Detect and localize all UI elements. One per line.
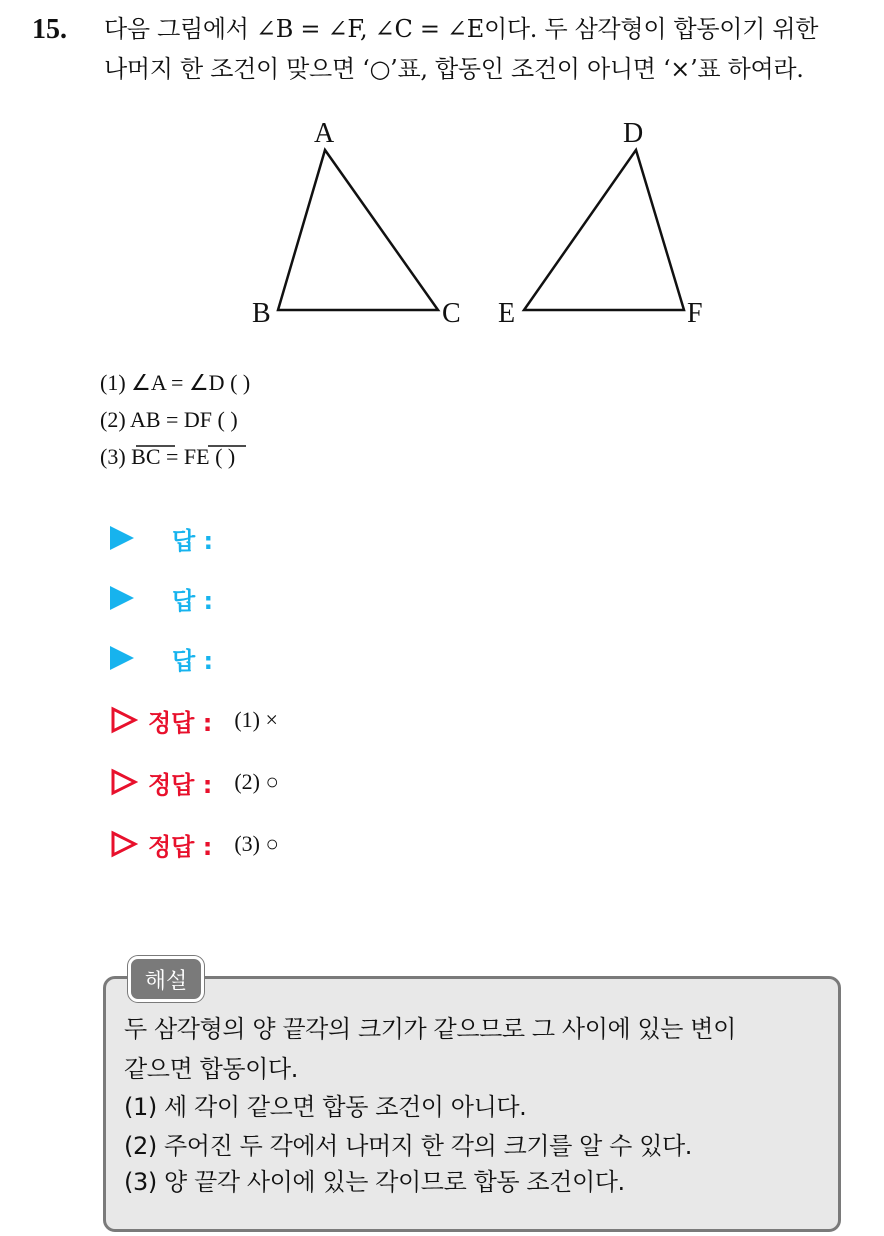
explanation-line-4: (2) 주어진 두 각에서 나머지 한 각의 크기를 알 수 있다. (124, 1132, 692, 1160)
solution-value: (1) × (234, 707, 278, 732)
solution-row-1 (110, 700, 278, 740)
outline-triangle-icon (110, 706, 138, 734)
explanation-tag: 해설 (128, 956, 204, 1002)
solution-value: (3) ○ (234, 831, 279, 856)
solution-label: 정답 : (148, 832, 213, 861)
condition-2: (2) AB = DF ( ) (100, 407, 238, 432)
question-number: 15. (32, 14, 67, 45)
answer-row-1[interactable] (110, 518, 213, 558)
condition-3: (3) BC = FE ( ) (100, 444, 236, 469)
condition-1: (1) ∠A = ∠D ( ) (100, 370, 251, 395)
answer-label: 답 : (172, 526, 214, 555)
play-arrow-icon (110, 586, 134, 610)
solution-value: (2) ○ (234, 769, 279, 794)
outline-triangle-icon (110, 830, 138, 858)
question-text-line-1: 다음 그림에서 ∠B = ∠F, ∠C = ∠E이다. 두 삼각형이 합동이기 위한 (104, 15, 819, 43)
answer-label: 답 : (172, 646, 214, 675)
vertex-label-c: C (442, 298, 461, 329)
play-arrow-icon (110, 526, 134, 550)
vertex-label-f: F (687, 298, 703, 329)
vertex-label-b: B (252, 298, 271, 329)
explanation-line-2: 같으면 합동이다. (124, 1055, 298, 1083)
question-text-line-2: 나머지 한 조건이 맞으면 ‘○’표, 합동인 조건이 아니면 ‘×’표 하여라. (104, 55, 804, 83)
vertex-label-d: D (623, 118, 644, 149)
solution-label: 정답 : (148, 770, 213, 799)
explanation-line-1: 두 삼각형의 양 끝각의 크기가 같으므로 그 사이에 있는 변이 (124, 1015, 736, 1043)
vertex-label-a: A (314, 118, 335, 149)
answer-row-2[interactable] (110, 578, 213, 618)
solution-label: 정답 : (148, 708, 213, 737)
explanation-line-5: (3) 양 끝각 사이에 있는 각이므로 합동 조건이다. (124, 1168, 625, 1196)
solution-row-3 (110, 824, 279, 864)
overlines-layer (0, 0, 884, 480)
vertex-label-e: E (498, 298, 516, 329)
outline-triangle-icon (110, 768, 138, 796)
play-arrow-icon (110, 646, 134, 670)
answer-label: 답 : (172, 586, 214, 615)
solution-row-2 (110, 762, 279, 802)
explanation-line-3: (1) 세 각이 같으면 합동 조건이 아니다. (124, 1093, 527, 1121)
answer-row-3[interactable] (110, 638, 213, 678)
